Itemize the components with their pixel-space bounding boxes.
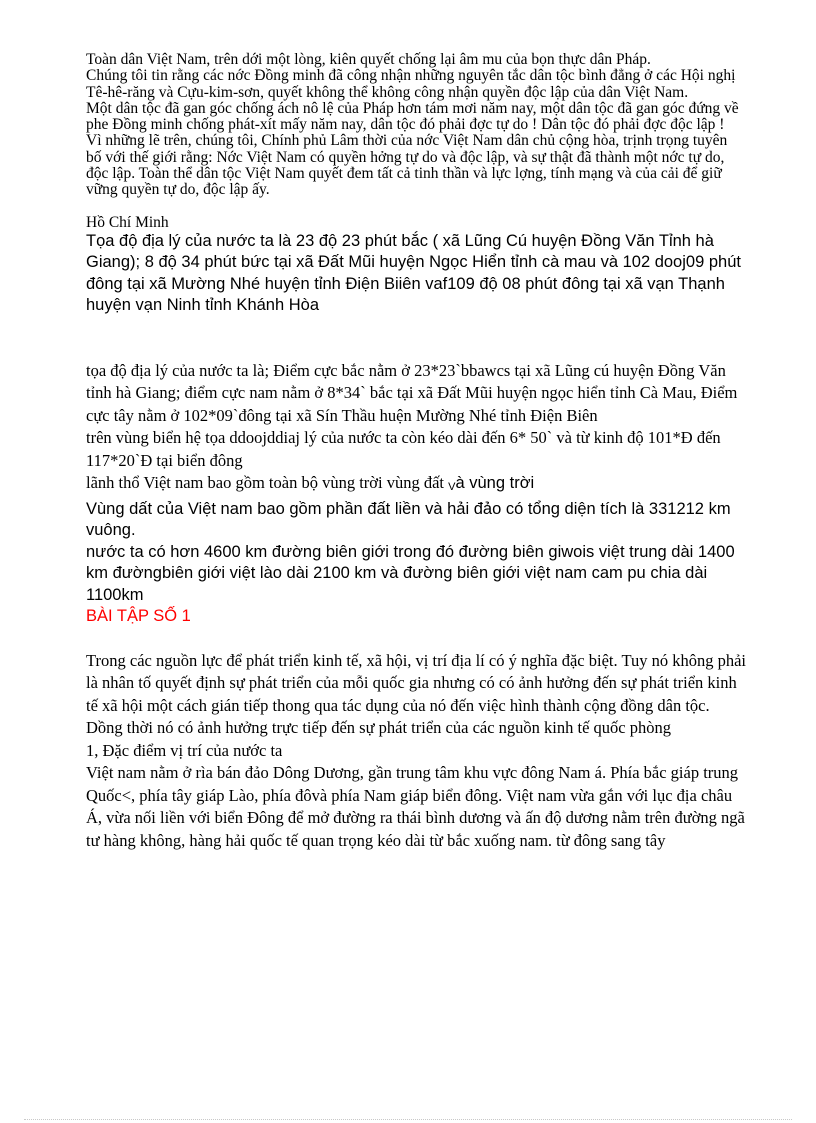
location-intro-paragraph: Trong các nguồn lực để phát triển kinh tế, xã hội, vị trí địa lí có ý nghĩa đặc biệt. Tuy nó không phải là nhân tố quyết định sự phát triển của mỗi quốc gia nhưng có có ảnh hưởng đến sự phát triển kinh tế xã hội một cách gián tiếp thong qua tác dụng của nó đến việc hình thành cộng đồng dân tộc. Dồng thời nó có ảnh hưởng trực tiếp đến sự phát triển của các nguồn kinh tế quốc phòng [86, 650, 746, 738]
document-page [86, 52, 746, 852]
territory-line [86, 472, 746, 499]
independence-excerpt [86, 52, 746, 231]
territory-line-sans: à vùng trời [455, 474, 535, 493]
location-paragraph: Việt nam nằm ở rìa bán đảo Dông Dương, gần trung tâm khu vực đông Nam á. Phía bắc giáp trung Quốc<, phía tây giáp Lào, phía đôvà phía Nam giáp biển đông. Việt nam vừa gắn với lục địa châu Á, vừa nối liền với biển Đông để mở đường ra thái bình dương và ấn độ dương nằm trên đường ngã tư hàng không, hàng hải quốc tế quan trọng kéo dài từ bắc xuống nam. từ đông sang tây [86, 763, 745, 850]
border-paragraph: nước ta có hơn 4600 km đường biên giới trong đó đường biên giwois việt trung dài 1400 km đườngbiên giới việt lào dài 2100 km và đường biên giới việt nam cam pu chia dài 1100km [86, 542, 735, 604]
coordinates-notes [86, 360, 746, 499]
exercise-heading: BÀI TẬP SỐ 1 [86, 607, 191, 626]
page-bottom-rule [24, 1119, 792, 1120]
paragraph: Một dân tộc đã gan góc chống ách nô lệ của Pháp hơn tám mơi năm nay, một dân tộc đã gan góc đứng về phe Đồng minh chống phát-xít mấy năm nay, dân tộc đó phải đợc tự do ! Dân tộc đó phải đợc độc lập ! [86, 99, 739, 134]
territory-line-serif: lãnh thổ Việt nam bao gồm toàn bộ vùng trời vùng đất [86, 473, 449, 493]
paragraph: Vì những lẽ trên, chúng tôi, Chính phủ Lâm thời của nớc Việt Nam dân chủ cộng hòa, trịnh trọng tuyên bố với thế giới rằng: Nớc Việt Nam có quyền hởng tự do và độc lập, và sự thật đã thành một nớc tự do, độc lập. Toàn thể dân tộc Việt Nam quyết đem tất cả tinh thần và lực lợng, tính mạng và của cải để giữ vững quyền tự do, độc lập ấy. [86, 132, 728, 199]
blank-space [86, 628, 746, 650]
coordinates-paragraph: Tọa độ địa lý của nước ta là 23 độ 23 phút bắc ( xã Lũng Cú huyện Đồng Văn Tỉnh hà Giang); 8 độ 34 phút bức tại xã Đất Mũi huyện Ngọc Hiển tỉnh cà mau và 102 dooj09 phút đông tại xã Mường Nhé huyện tỉnh Điện Biiên vaf109 độ 08 phút đông tại xã vạn Thạnh huyện vạn Ninh tỉnh Khánh Hòa [86, 231, 741, 315]
location-subheading: 1, Đặc điểm vị trí của nước ta [86, 740, 283, 760]
paragraph: tọa độ địa lý của nước ta là; Điểm cực bắc nằm ở 23*23`bbawcs tại xã Lũng cú huyện Đồng Văn tỉnh hà Giang; điểm cực nam nằm ở 8*34` bắc tại xã Đất Mũi huyện ngọc hiển tỉnh Cà Mau, Điểm cực tây nằm ở 102*09`đông tại xã Sín Thầu huện Mường Nhé tỉnh Điện Biên [86, 360, 738, 425]
paragraph: Chúng tôi tin rằng các nớc Đồng minh đã công nhận những nguyên tắc dân tộc bình đẳng ở các Hội nghị Tê-hê-răng và Cựu-kim-sơn, quyết không thể không công nhận quyền độc lập của dân Việt Nam. [86, 67, 736, 101]
territory-line-sub: V [448, 481, 456, 494]
paragraph: Toàn dân Việt Nam, trên dới một lòng, kiên quyết chống lại âm mu của bọn thực dân Pháp. [86, 51, 651, 68]
paragraph: trên vùng biển hệ tọa ddoojddiaj lý của nước ta còn kéo dài đến 6* 50` và từ kinh độ 101*Đ đến 117*20`Đ tại biển đông [86, 428, 721, 470]
blank-line [86, 199, 746, 215]
area-paragraph: Vùng dất của Việt nam bao gồm phần đất liền và hải đảo có tổng diện tích là 331212 km vuông. [86, 499, 731, 540]
blank-space [86, 317, 746, 360]
signature: Hồ Chí Minh [86, 213, 169, 231]
